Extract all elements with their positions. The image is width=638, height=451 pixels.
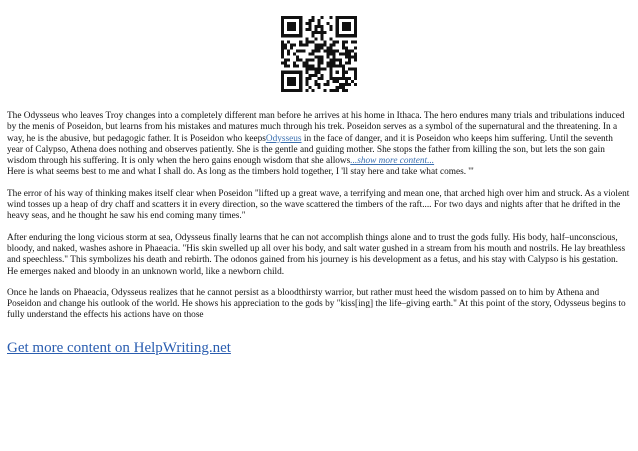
get-more-content-link[interactable]: Get more content on HelpWriting.net [7,340,231,356]
paragraph-1-text-a: The Odysseus who leaves Troy changes into a completely different man before he arrives at his home in Ithaca. The hero endures many trials and tribulations induced by the menis of Poseidon, but learns from his mistakes and matures much through his trek. Poseidon serves as a symbol of the supernatural and the threatening. In a way, he is the abusive, but pedagogic father. It is Poseidon who keeps [7,111,625,144]
essay-body [7,111,631,332]
paragraph-1b: Here is what seems best to me and what I shall do. As long as the timbers hold together, I 'll stay here and take what comes. '" [7,167,474,178]
paragraph-1 [7,111,631,167]
paragraph-2: The error of his way of thinking makes itself clear when Poseidon "lifted up a great wave, a terrifying and mean one, that arched high over him and struck. As a violent wind tosses up a heap of dry chaff and scatters it in every direction, so the wave scattered the timbers of the raft.... For two days and nights after that he drifted in the heavy seas, and he thought he saw his end coming many times." [7,188,630,222]
show-more-link[interactable]: ...show more content... [350,156,435,167]
odysseus-link[interactable]: Odysseus [265,133,302,144]
paragraph-4: Once he lands on Phaeacia, Odysseus realizes that he cannot persist as a bloodthirsty warrior, but rather must heed the wisdom passed on to him by Athena and Poseidon and change his outlook of the world. He shows his appreciation to the gods by "kiss[ing] the life–giving earth." At this point of the story, Odysseus begins to fully understand the effects his actions have on those [7,287,626,321]
paragraph-3: After enduring the long vicious storm at sea, Odysseus finally learns that he can not accomplish things alone and to trust the gods fully. His body, half–unconscious, bloody, and naked, washes ashore in Phaeacia. "His skin swelled up all over his body, and salt water gushed in a stream from his mouth and nostrils. He lay breathless and speechless." This symbolizes his death and rebirth. The odonos gained from his journey is his development as a fetus, and his stay with Calypso is his gestation. He emerges naked and bloody in an unknown world, like a newborn child. [7,232,626,277]
qr-code-icon [281,16,357,92]
paragraph-1-text-b: in the face of danger, and it is Poseidon who keeps him suffering. Until the seventh year of Calypso, Athena does nothing and observes patiently. She is the gentle and guiding mother. She stops the father from killing the son, but lets the son gain wisdom through his suffering. It is only when the hero gains enough wisdom that she allows [7,133,613,167]
